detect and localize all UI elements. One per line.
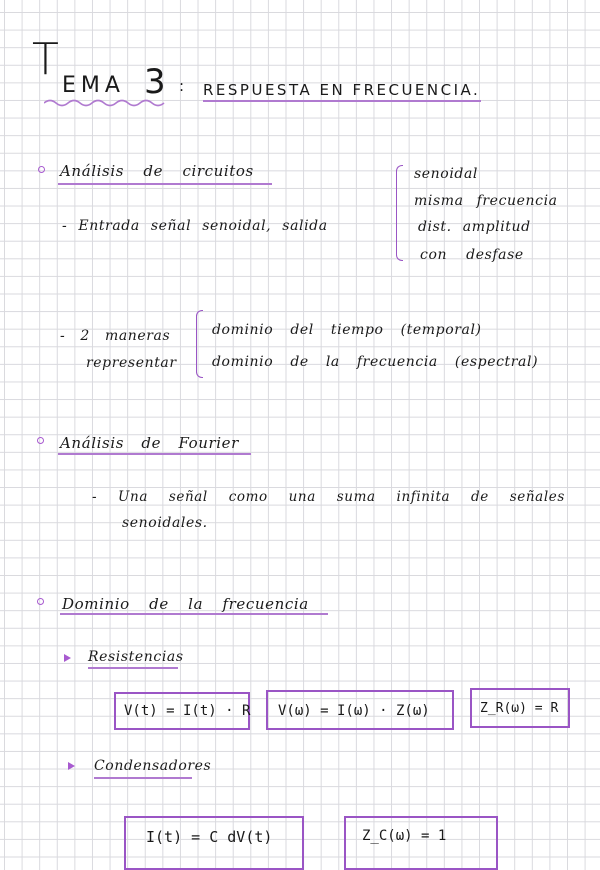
title-word: EMA	[62, 73, 125, 98]
heading-underline	[60, 613, 328, 615]
bullet-circle-icon	[37, 598, 44, 605]
formula-ohm-frequency: V(ω) = I(ω) · Z(ω)	[278, 703, 430, 719]
list-item: - Una señal como una suma infinita de señales	[92, 489, 565, 505]
formula-resistor-impedance: Z_R(ω) = R	[480, 701, 559, 716]
list-item-continuation: representar	[86, 355, 177, 371]
brace-line: dist. amplitud	[418, 219, 531, 235]
formula-ohm-time: V(t) = I(t) · R	[124, 703, 251, 719]
title-wavy-underline	[44, 98, 170, 108]
brace-line: dominio del tiempo (temporal)	[212, 322, 482, 338]
title-subtitle: RESPUESTA EN FRECUENCIA.	[203, 81, 481, 99]
list-item: - 2 maneras	[60, 328, 171, 344]
list-item-continuation: senoidales.	[122, 515, 208, 531]
brace-line: misma frecuencia	[414, 193, 558, 209]
subtitle-underline	[203, 100, 481, 102]
formula-capacitor-current: I(t) = C dV(t)	[146, 828, 273, 846]
brace-left-icon	[196, 310, 203, 378]
bullet-circle-icon	[38, 166, 45, 173]
brace-line: dominio de la frecuencia (espectral)	[212, 354, 539, 370]
title-initial: T	[32, 34, 59, 85]
formula-capacitor-impedance: Z_C(ω) = 1	[362, 828, 447, 844]
subheading-underline	[88, 667, 178, 669]
subheading-capacitors: Condensadores	[94, 758, 212, 774]
title-number: 3	[144, 62, 166, 102]
subheading-resistors: Resistencias	[88, 649, 184, 665]
title-colon: :	[179, 77, 187, 95]
brace-line: senoidal	[414, 166, 478, 182]
list-item: - Entrada señal senoidal, salida	[62, 218, 328, 234]
section-heading: Análisis de circuitos	[60, 162, 254, 180]
bullet-triangle-icon	[64, 654, 71, 662]
heading-underline	[58, 453, 251, 455]
brace-line: con desfase	[420, 247, 524, 263]
brace-left-icon	[396, 165, 403, 261]
section-heading: Dominio de la frecuencia	[62, 595, 309, 613]
section-heading: Análisis de Fourier	[60, 434, 239, 452]
bullet-circle-icon	[37, 437, 44, 444]
bullet-triangle-icon	[68, 762, 75, 770]
subheading-underline	[94, 777, 192, 779]
heading-underline	[58, 183, 272, 185]
